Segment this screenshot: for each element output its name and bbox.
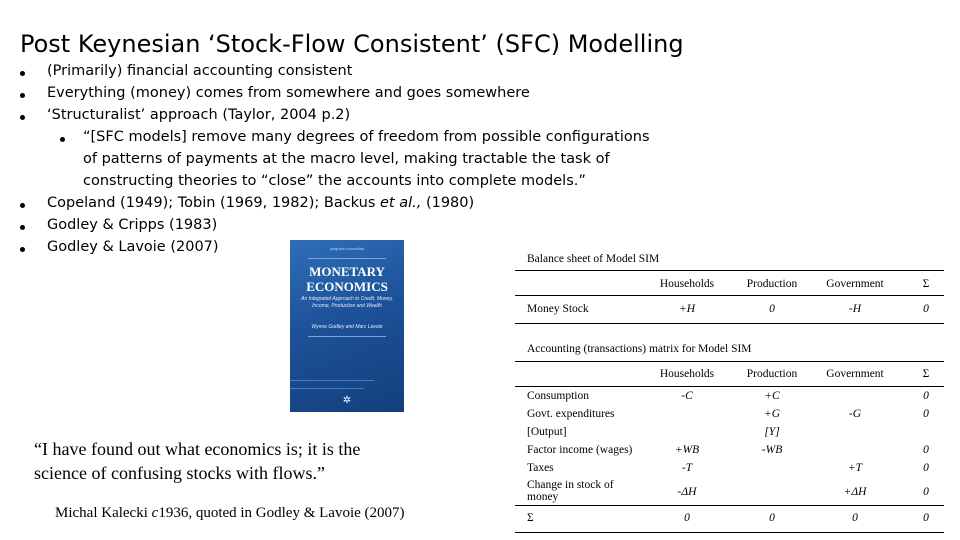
- table-cell: 0: [769, 512, 775, 524]
- row-label: [Output]: [527, 426, 567, 438]
- bullet-dot: [20, 247, 25, 252]
- transactions-caption: Accounting (transactions) matrix for Model SIM: [527, 343, 752, 355]
- bullet-dot: [20, 93, 25, 98]
- column-header: Households: [659, 278, 715, 290]
- sub-bullet-line: of patterns of payments at the macro level, making tractable the task of: [83, 151, 610, 167]
- table-cell: +G: [763, 408, 781, 420]
- book-subtitle: An Integrated Approach to Credit, Money, Income, Production and Wealth: [301, 296, 393, 309]
- book-publisher: palgrave macmillan: [329, 246, 365, 251]
- bullet-text: (Primarily) financial accounting consistent: [47, 63, 353, 79]
- table-cell: -H: [848, 303, 862, 315]
- table-cell: 0: [923, 390, 929, 402]
- circa-text: c: [151, 505, 159, 521]
- column-header: Government: [826, 278, 884, 290]
- cover-stripe: [290, 380, 374, 381]
- table-cell: 0: [684, 512, 690, 524]
- bullet-text: Godley & Cripps (1983): [47, 217, 218, 233]
- bullet-dot: [20, 225, 25, 230]
- book-title-line: ECONOMICS: [306, 279, 388, 294]
- sub-bullet-line: constructing theories to “close” the accounts into complete models.”: [83, 173, 586, 189]
- citation-text: 1936, quoted in Godley & Lavoie (2007): [158, 505, 405, 521]
- reference-year: (1980): [421, 195, 475, 211]
- table-cell: -C: [681, 390, 693, 402]
- row-label: Factor income (wages): [527, 444, 633, 456]
- table-rule: [515, 323, 944, 324]
- bullet-text: ‘Structuralist’ approach (Taylor, 2004 p.2): [47, 107, 351, 123]
- quote-line: science of confusing stocks with flows.”: [34, 463, 325, 483]
- column-header: Production: [746, 368, 798, 380]
- table-rule: [515, 532, 944, 533]
- table-cell: 0: [923, 408, 929, 420]
- table-cell: -ΔH: [677, 486, 697, 498]
- bullet-text: Godley & Lavoie (2007): [47, 239, 219, 255]
- table-rule: [515, 361, 944, 362]
- et-al-text: et al.,: [379, 195, 422, 211]
- table-cell: 0: [923, 462, 929, 474]
- bullet-dot: [20, 115, 25, 120]
- column-header: Σ: [922, 278, 930, 290]
- table-rule: [515, 505, 944, 506]
- balance-sheet-caption: Balance sheet of Model SIM: [527, 253, 660, 265]
- table-cell: [Y]: [764, 426, 780, 438]
- column-header: Σ: [922, 368, 930, 380]
- row-label: Consumption: [527, 390, 589, 402]
- cover-rule: [308, 336, 386, 337]
- bullet-dot: [20, 203, 25, 208]
- citation-text: Michal Kalecki: [55, 505, 152, 521]
- row-label: Govt. expenditures: [527, 408, 615, 420]
- bullet-dot: [60, 137, 65, 142]
- table-cell: +T: [847, 462, 863, 474]
- table-cell: 0: [852, 512, 858, 524]
- bullet-dot: [20, 71, 25, 76]
- table-cell: 0: [923, 512, 929, 524]
- bullet-text: Everything (money) comes from somewhere and goes somewhere: [47, 85, 530, 101]
- row-label: Money Stock: [527, 303, 589, 315]
- quote-line: “I have found out what economics is; it is the: [34, 439, 361, 459]
- table-rule: [515, 270, 944, 271]
- table-rule: [515, 295, 944, 296]
- table-cell: +H: [678, 303, 696, 315]
- table-cell: +ΔH: [843, 486, 867, 498]
- table-cell: 0: [923, 486, 929, 498]
- row-label: Change in stock of money: [527, 479, 614, 503]
- reference-text: Copeland (1949); Tobin (1969, 1982); Backus: [47, 195, 380, 211]
- book-authors: Wynne Godley and Marc Lavoie: [311, 324, 383, 330]
- book-cover-image: [290, 240, 404, 412]
- column-header: Government: [826, 368, 884, 380]
- table-rule: [515, 386, 944, 387]
- publisher-logo-icon: ✲: [342, 395, 352, 406]
- quote-citation: [55, 505, 405, 522]
- table-cell: +C: [764, 390, 780, 402]
- column-header: Production: [746, 278, 798, 290]
- table-cell: 0: [923, 444, 929, 456]
- row-label: Taxes: [527, 462, 554, 474]
- table-cell: 0: [923, 303, 929, 315]
- book-title-line: MONETARY: [309, 264, 385, 279]
- sub-bullet-line: “[SFC models] remove many degrees of freedom from possible configurations: [83, 129, 650, 145]
- table-cell: -T: [681, 462, 693, 474]
- book-title: [290, 264, 404, 294]
- table-cell: -WB: [761, 444, 783, 456]
- cover-rule: [308, 258, 386, 259]
- table-cell: 0: [769, 303, 775, 315]
- table-cell: -G: [848, 408, 862, 420]
- kalecki-quote: [34, 437, 360, 485]
- row-label: Σ: [527, 512, 534, 524]
- cover-stripe: [290, 388, 364, 389]
- bullet-text: [47, 195, 474, 211]
- column-header: Households: [659, 368, 715, 380]
- table-cell: +WB: [674, 444, 700, 456]
- slide-title: Post Keynesian ‘Stock-Flow Consistent’ (SFC) Modelling: [20, 30, 684, 58]
